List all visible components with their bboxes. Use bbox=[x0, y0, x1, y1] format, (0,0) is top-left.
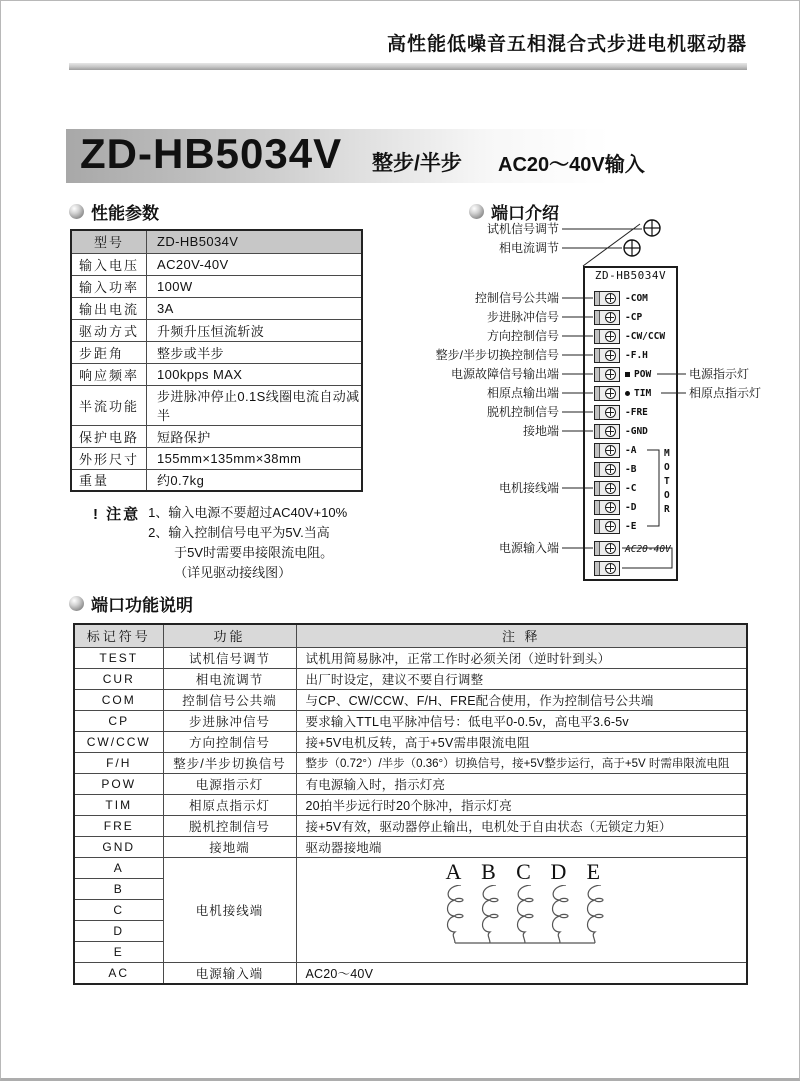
notice-lines bbox=[148, 503, 347, 583]
perf-label: 外形尺寸 bbox=[71, 447, 147, 469]
tim-led-label: 相原点指示灯 bbox=[689, 386, 762, 400]
port-left-label: 电源输入端 bbox=[498, 541, 559, 555]
symbol-cell: C bbox=[74, 899, 163, 920]
function-cell: 电机接线端 bbox=[163, 857, 296, 962]
note-cell: AC20～40V bbox=[296, 962, 747, 984]
function-cell: 试机信号调节 bbox=[163, 647, 296, 668]
note-cell: 接+5V有效，驱动器停止输出，电机处于自由状态（无锁定力矩） bbox=[296, 815, 747, 836]
coil-letter: E bbox=[586, 858, 601, 884]
perf-label: 输出电流 bbox=[71, 297, 147, 319]
symbol-cell: CP bbox=[74, 710, 163, 731]
screw-icon bbox=[605, 388, 616, 399]
notice-line: 2、输入控制信号电平为5V.当高 bbox=[148, 525, 330, 540]
screw-icon bbox=[605, 407, 616, 418]
perf-label: 响应频率 bbox=[71, 363, 147, 385]
performance-table bbox=[70, 229, 363, 492]
function-cell: 电源指示灯 bbox=[163, 773, 296, 794]
perf-label: 型号 bbox=[71, 230, 147, 253]
motor-letter: T bbox=[664, 476, 670, 487]
terminal-block bbox=[594, 291, 620, 306]
terminal-label: -CP bbox=[625, 312, 643, 323]
terminal-label: -B bbox=[625, 464, 637, 475]
coil-diagram-cell bbox=[296, 857, 747, 962]
motor-letter: R bbox=[664, 504, 670, 515]
model-title-block bbox=[66, 129, 746, 183]
symbol-cell: COM bbox=[74, 689, 163, 710]
symbol-cell: TEST bbox=[74, 647, 163, 668]
tim-indicator-icon bbox=[625, 391, 630, 396]
port-left-label: 方向控制信号 bbox=[486, 329, 559, 343]
terminal-block bbox=[594, 405, 620, 420]
table-row bbox=[74, 689, 747, 710]
perf-label: 半流功能 bbox=[71, 385, 147, 425]
perf-value: 短路保护 bbox=[147, 425, 363, 447]
terminal-block bbox=[594, 561, 620, 576]
coil-letter: D bbox=[550, 858, 567, 884]
screw-icon bbox=[605, 483, 616, 494]
section-performance-title: 性能参数 bbox=[91, 204, 159, 223]
perf-value: AC20V-40V bbox=[147, 253, 363, 275]
terminal-label: -C bbox=[625, 483, 637, 494]
terminal-block bbox=[594, 462, 620, 477]
coil-letter: C bbox=[516, 858, 531, 884]
table-row bbox=[71, 230, 362, 253]
table-row bbox=[71, 297, 362, 319]
terminal-label: -GND bbox=[625, 426, 648, 437]
table-row bbox=[71, 385, 362, 425]
function-cell: 脱机控制信号 bbox=[163, 815, 296, 836]
terminal-label: -COM bbox=[625, 293, 648, 304]
perf-label: 步距角 bbox=[71, 341, 147, 363]
screw-icon bbox=[605, 312, 616, 323]
table-row bbox=[71, 275, 362, 297]
terminal-block bbox=[594, 424, 620, 439]
function-cell: 接地端 bbox=[163, 836, 296, 857]
section-ports-title: 端口介绍 bbox=[491, 204, 559, 223]
terminal-block bbox=[594, 500, 620, 515]
section-performance bbox=[69, 199, 159, 224]
symbol-cell: D bbox=[74, 920, 163, 941]
terminal-block bbox=[594, 386, 620, 401]
table-row bbox=[71, 447, 362, 469]
table-row bbox=[74, 857, 747, 878]
motor-coil-figure bbox=[436, 860, 626, 960]
symbol-cell: FRE bbox=[74, 815, 163, 836]
notice-line: 于5V时需要串接限流电阻。 bbox=[174, 545, 334, 560]
table-row bbox=[74, 815, 747, 836]
symbol-cell: CUR bbox=[74, 668, 163, 689]
function-table bbox=[73, 623, 748, 985]
terminal-block bbox=[594, 329, 620, 344]
notice-line: （详见驱动接线图） bbox=[174, 565, 292, 580]
symbol-cell: B bbox=[74, 878, 163, 899]
function-cell: 方向控制信号 bbox=[163, 731, 296, 752]
note-cell: 有电源输入时，指示灯亮 bbox=[296, 773, 747, 794]
table-row bbox=[74, 836, 747, 857]
table-row bbox=[74, 731, 747, 752]
function-cell: 控制信号公共端 bbox=[163, 689, 296, 710]
table-row bbox=[74, 647, 747, 668]
perf-value: 100kpps MAX bbox=[147, 363, 363, 385]
terminal-block bbox=[594, 348, 620, 363]
screw-icon bbox=[605, 521, 616, 532]
terminal-label: -F.H bbox=[625, 350, 648, 361]
section-port-functions bbox=[69, 591, 193, 616]
terminal-block bbox=[594, 481, 620, 496]
terminal-block bbox=[594, 310, 620, 325]
screw-icon bbox=[605, 331, 616, 342]
coil-svg bbox=[436, 885, 626, 957]
note-cell: 整步（0.72°）/半步（0.36°）切换信号，接+5V整步运行，高于+5V 时需串限流电阻 bbox=[296, 752, 747, 773]
symbol-cell: F/H bbox=[74, 752, 163, 773]
terminal-label: -D bbox=[625, 502, 637, 513]
col-header: 功能 bbox=[163, 624, 296, 647]
note-cell: 与CP、CW/CCW、F/H、FRE配合使用，作为控制信号公共端 bbox=[296, 689, 747, 710]
perf-value: 155mm×135mm×38mm bbox=[147, 447, 363, 469]
function-cell: 整步/半步切换信号 bbox=[163, 752, 296, 773]
coil-letter: A bbox=[445, 858, 462, 884]
perf-value: ZD-HB5034V bbox=[147, 230, 363, 253]
table-row bbox=[71, 363, 362, 385]
function-cell: 步进脉冲信号 bbox=[163, 710, 296, 731]
terminal-label: -FRE bbox=[625, 407, 648, 418]
screw-icon bbox=[605, 426, 616, 437]
terminal-label: POW bbox=[634, 369, 652, 380]
bullet-ball-icon bbox=[69, 596, 84, 611]
terminal-label: -A bbox=[625, 445, 637, 456]
power-led-label: 电源指示灯 bbox=[689, 367, 750, 381]
screw-icon bbox=[605, 445, 616, 456]
table-row bbox=[74, 962, 747, 984]
table-row bbox=[74, 752, 747, 773]
driver-box-model: ZD-HB5034V bbox=[594, 269, 667, 282]
note-cell: 20拍半步远行时20个脉冲，指示灯亮 bbox=[296, 794, 747, 815]
table-row bbox=[74, 794, 747, 815]
screw-icon bbox=[605, 563, 616, 574]
symbol-cell: POW bbox=[74, 773, 163, 794]
input-voltage-label: AC20～40V输入 bbox=[498, 154, 645, 176]
bullet-ball-icon bbox=[69, 204, 84, 219]
note-cell: 要求输入TTL电平脉冲信号：低电平0-0.5v，高电平3.6-5v bbox=[296, 710, 747, 731]
notice-block bbox=[93, 503, 393, 583]
model-name: ZD-HB5034V bbox=[80, 130, 343, 177]
port-left-label: 接地端 bbox=[522, 424, 559, 438]
step-mode-label: 整步/半步 bbox=[372, 152, 462, 175]
port-left-label: 电源故障信号输出端 bbox=[450, 367, 559, 381]
terminal-label: -E bbox=[625, 521, 637, 532]
table-row bbox=[74, 710, 747, 731]
port-left-label: 相原点输出端 bbox=[486, 386, 559, 400]
perf-value: 升频升压恒流斩波 bbox=[147, 319, 363, 341]
symbol-cell: E bbox=[74, 941, 163, 962]
note-cell: 试机用简易脉冲，正常工作时必须关闭（逆时针到头） bbox=[296, 647, 747, 668]
screw-icon bbox=[605, 350, 616, 361]
port-left-label: 步进脉冲信号 bbox=[486, 310, 559, 324]
port-diagram bbox=[421, 196, 800, 596]
header-divider bbox=[69, 63, 747, 70]
terminal-block bbox=[594, 443, 620, 458]
adjuster-current-label: 相电流调节 bbox=[498, 241, 559, 255]
coil-letter: B bbox=[481, 858, 496, 884]
note-cell: 接+5V电机反转，高于+5V需串限流电阻 bbox=[296, 731, 747, 752]
table-row bbox=[71, 253, 362, 275]
function-cell: 电源输入端 bbox=[163, 962, 296, 984]
screw-icon bbox=[605, 543, 616, 554]
perf-value: 步进脉冲停止0.1S线圈电流自动减半 bbox=[147, 385, 363, 425]
motor-letter: O bbox=[664, 462, 670, 473]
note-cell: 驱动器接地端 bbox=[296, 836, 747, 857]
perf-value: 3A bbox=[147, 297, 363, 319]
table-row bbox=[74, 773, 747, 794]
port-left-label: 控制信号公共端 bbox=[474, 291, 559, 305]
terminal-block bbox=[594, 519, 620, 534]
motor-letter: M bbox=[664, 448, 670, 459]
table-row bbox=[71, 469, 362, 491]
terminal-label: TIM bbox=[634, 388, 652, 399]
function-cell: 相原点指示灯 bbox=[163, 794, 296, 815]
terminal-block bbox=[594, 541, 620, 556]
note-cell: 出厂时设定，建议不要自行调整 bbox=[296, 668, 747, 689]
screw-icon bbox=[605, 464, 616, 475]
power-range-label: AC20-40V bbox=[625, 544, 671, 555]
perf-label: 重量 bbox=[71, 469, 147, 491]
pow-indicator-icon bbox=[625, 372, 630, 377]
port-left-label: 脱机控制信号 bbox=[486, 405, 559, 419]
port-left-label: 电机接线端 bbox=[498, 481, 559, 495]
col-header: 标记符号 bbox=[74, 624, 163, 647]
perf-label: 驱动方式 bbox=[71, 319, 147, 341]
table-row bbox=[71, 341, 362, 363]
adjuster-test-label: 试机信号调节 bbox=[486, 222, 559, 236]
symbol-cell: CW/CCW bbox=[74, 731, 163, 752]
page-header-title: 高性能低噪音五相混合式步进电机驱动器 bbox=[386, 34, 747, 55]
perf-label: 保护电路 bbox=[71, 425, 147, 447]
notice-mark: ! 注意 bbox=[93, 506, 141, 523]
perf-value: 约0.7kg bbox=[147, 469, 363, 491]
table-row bbox=[71, 425, 362, 447]
symbol-cell: A bbox=[74, 857, 163, 878]
terminal-block bbox=[594, 367, 620, 382]
function-cell: 相电流调节 bbox=[163, 668, 296, 689]
screw-icon bbox=[605, 502, 616, 513]
terminal-label: -CW/CCW bbox=[625, 331, 666, 342]
col-header: 注 释 bbox=[296, 624, 747, 647]
symbol-cell: GND bbox=[74, 836, 163, 857]
port-left-label: 整步/半步切换控制信号 bbox=[435, 348, 559, 362]
table-row bbox=[74, 668, 747, 689]
motor-letter: O bbox=[664, 490, 670, 501]
table-row bbox=[71, 319, 362, 341]
screw-icon bbox=[605, 293, 616, 304]
symbol-cell: AC bbox=[74, 962, 163, 984]
notice-line: 1、输入电源不要超过AC40V+10% bbox=[148, 505, 348, 520]
perf-value: 100W bbox=[147, 275, 363, 297]
perf-label: 输入电压 bbox=[71, 253, 147, 275]
screw-icon bbox=[605, 369, 616, 380]
table-header-row bbox=[74, 624, 747, 647]
perf-value: 整步或半步 bbox=[147, 341, 363, 363]
perf-label: 输入功率 bbox=[71, 275, 147, 297]
section-port-functions-title: 端口功能说明 bbox=[91, 596, 193, 615]
symbol-cell: TIM bbox=[74, 794, 163, 815]
